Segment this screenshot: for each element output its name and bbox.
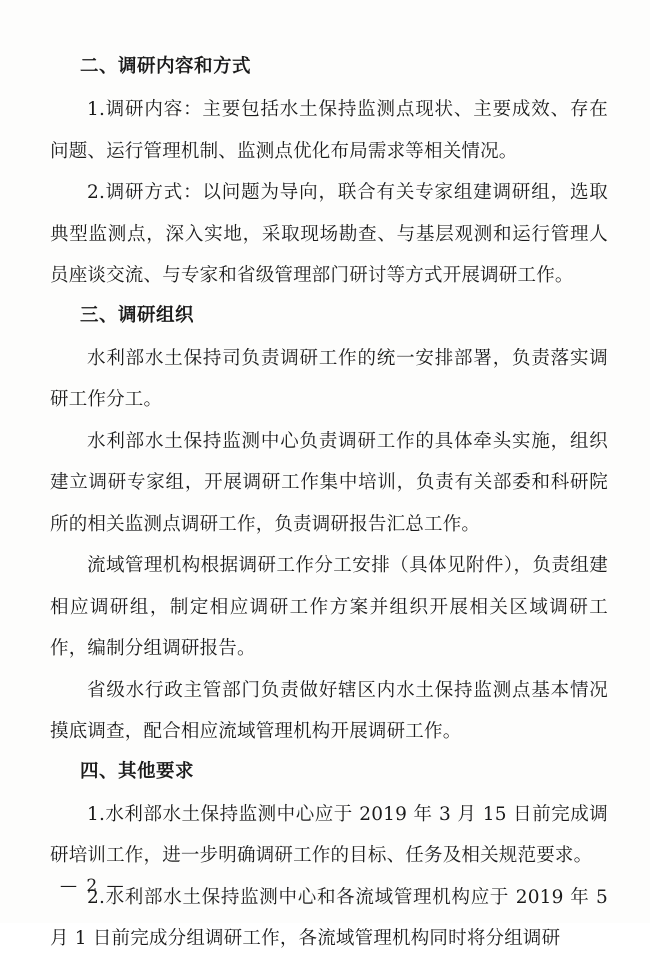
paragraph-requirement-2: 2.水利部水土保持监测中心和各流域管理机构应于 2019 年 5 月 1 日前完成分组调研工作，各流域管理机构同时将分组调研 [50, 886, 608, 949]
section-heading-content-method: 二、调研内容和方式 [80, 56, 252, 77]
paragraph-requirement-1: 1.水利部水土保持监测中心应于 2019 年 3 月 15 日前完成调研培训工作，进一步明确调研工作的目标、任务及相关规范要求。 [50, 803, 608, 866]
document-body [50, 52, 608, 960]
page-number: — 2 — [60, 876, 126, 896]
paragraph-research-content: 1.调研内容：主要包括水土保持监测点现状、主要成效、存在问题、运行管理机制、监测点优化布局需求等相关情况。 [50, 99, 608, 162]
paragraph-monitoring-center: 水利部水土保持监测中心负责调研工作的具体牵头实施，组织建立调研专家组，开展调研工作集中培训，负责有关部委和科研院所的相关监测点调研工作，负责调研报告汇总工作。 [50, 430, 608, 535]
paragraph-ministry-department: 水利部水土保持司负责调研工作的统一安排部署，负责落实调研工作分工。 [50, 347, 608, 410]
paragraph-provincial-departments: 省级水行政主管部门负责做好辖区内水土保持监测点基本情况摸底调查，配合相应流域管理机构开展调研工作。 [50, 679, 608, 742]
section-heading-other-requirements: 四、其他要求 [80, 760, 195, 782]
paragraph-basin-agencies: 流域管理机构根据调研工作分工安排（具体见附件），负责组建相应调研组，制定相应调研工作方案并组织开展相关区域调研工作，编制分组调研报告。 [50, 555, 608, 659]
paragraph-research-method: 2.调研方式：以问题为导向，联合有关专家组建调研组，选取典型监测点，深入实地，采取现场勘查、与基层观测和运行管理人员座谈交流、与专家和省级管理部门研讨等方式开展调研工作。 [50, 182, 608, 286]
section-heading-organization: 三、调研组织 [80, 304, 195, 326]
